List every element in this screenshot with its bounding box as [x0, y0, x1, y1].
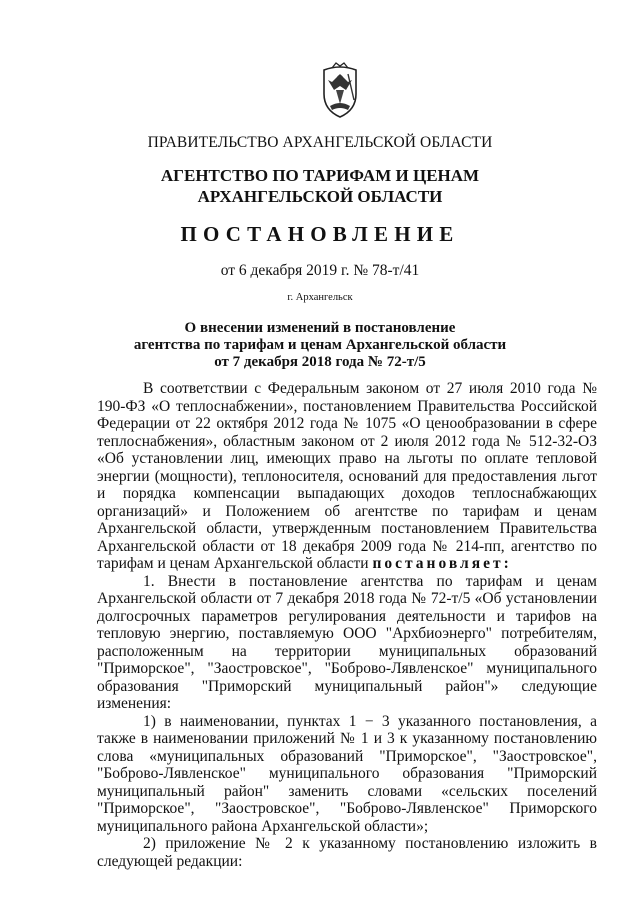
item-1-paragraph: 1. Внести в постановление агентства по тарифам и ценам Архангельской области от 7 декабря 2018 года № 72-т/5 «Об установлении долгосрочных параметров регулирования деятельности и тарифов на тепловую энергию, поставляемую ООО "Архбиоэнерго" потребителям, расположенным на территории муниципальных образований "Приморское", "Заостровское", "Боброво-Лявленское" муниципального образования "Приморский муниципальный район"» следующие изменения: — [97, 572, 597, 712]
item-1-1-paragraph: 1) в наименовании, пунктах 1 − 3 указанного постановления, а также в наименовании приложений № 1 и 3 к указанному постановлению слова «муниципальных образований "Приморское", "Заостровское", "Боброво-Лявленское" муниципального образования "Приморский муниципальный район" заменить словами «сельских поселений "Приморское", "Заостровское", "Боброво-Лявленское" Приморского муниципального района Архангельской области»; — [97, 712, 597, 835]
preamble-text: В соответствии с Федеральным законом от 27 июля 2010 года № 190-ФЗ «О теплоснабжении», постановлением Правительства Российской Федерации от 22 октября 2012 года № 1075 «О ценообразовании в сфере теплоснабжения», областным законом от 2 июля 2012 года № 512-32-ОЗ «Об установлении лиц, имеющих право на льготы по оплате тепловой энергии (мощности), теплоносителя, оснований для предоставления льгот и порядка компенсации выпадающих доходов теплоснабжающих организаций» и Положением об агентстве по тарифам и ценам Архангельской области, утвержденным постановлением Правительства Архангельской области от 18 декабря 2009 года № 214-пп, агентство по тарифам и ценам Архангельской области — [97, 380, 597, 572]
document-body — [97, 380, 597, 870]
title-line-2: агентства по тарифам и ценам Архангельской области — [133, 337, 507, 353]
city: г. Архангельск — [287, 292, 353, 303]
title-line-3: от 7 декабря 2018 года № 72-т/5 — [214, 354, 426, 370]
government-heading: ПРАВИТЕЛЬСТВО АРХАНГЕЛЬСКОЙ ОБЛАСТИ — [147, 134, 493, 151]
agency-line-1: АГЕНТСТВО ПО ТАРИФАМ И ЦЕНАМ — [160, 166, 480, 185]
resolves-colon: : — [503, 555, 512, 572]
document-type: ПОСТАНОВЛЕНИЕ — [180, 222, 460, 246]
title-line-1: О внесении изменений в постановление — [184, 320, 456, 336]
agency-line-2: АРХАНГЕЛЬСКОЙ ОБЛАСТИ — [197, 187, 443, 206]
item-1-2-paragraph: 2) приложение № 2 к указанному постановлению изложить в следующей редакции: — [97, 835, 597, 870]
date-and-number: от 6 декабря 2019 г. № 78-т/41 — [220, 262, 420, 279]
agency-heading — [0, 165, 640, 207]
document-title — [0, 320, 640, 371]
archangel-coat-of-arms-icon — [318, 60, 362, 120]
preamble-paragraph — [97, 380, 597, 573]
resolves-word: постановляет — [372, 555, 504, 572]
